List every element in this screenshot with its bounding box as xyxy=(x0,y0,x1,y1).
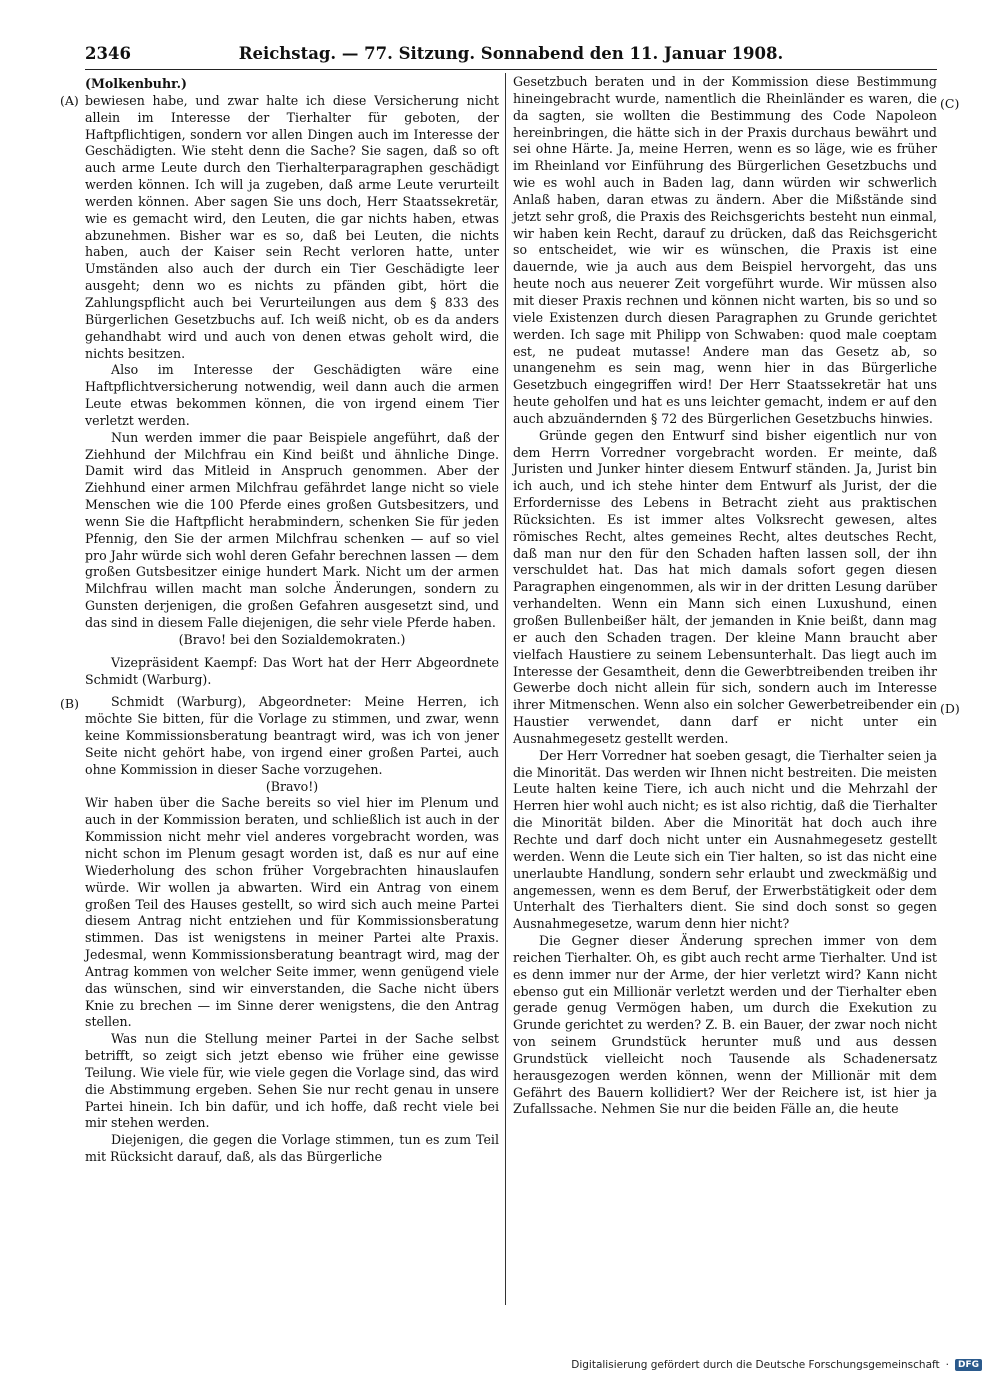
paragraph: Wir haben über die Sache bereits so viel hier im Plenum und auch in der Kommission beraten, und schließlich ist auch in der Kommission nicht mehr viel anderes vorgebracht worden, was nicht schon im Plenum gesagt worden ist, daß es nur auf eine Wiederholung des schon früher Vorgebrachten hinauslaufen würde. Wir wollen ja abwarten. Wird ein Antrag von einem großen Teil des Hauses gestellt, so wird sich auch meine Partei diesem Antrag nicht entziehen und für Kommissionsberatung stimmen. Das ist wenigstens in meiner Partei alte Praxis. Jedesmal, wenn Kommissionsberatung beantragt wird, mag der Antrag kommen von welcher Seite immer, wenn genügend viele das wünschen, sind wir einverstanden, die Sache nicht übers Knie zu brechen — im Sinne derer wenigstens, die den Antrag stellen. xyxy=(85,795,499,1030)
paragraph: Schmidt (Warburg), Abgeordneter: Meine Herren, ich möchte Sie bitten, für die Vorlage zu stimmen, und zwar, wenn keine Kommissionsberatung beantragt wird, was ich von jener Seite nicht gehört habe, von irgend einer großen Partei, auch ohne Kommission in dieser Sache vorzugehen. xyxy=(85,694,499,777)
footer: Digitalisierung gefördert durch die Deutsche Forschungsgemeinschaft · DFG xyxy=(571,1359,982,1371)
margin-marker-b: (B) xyxy=(60,696,79,711)
paragraph: Vizepräsident Kaempf: Das Wort hat der Herr Abgeordnete Schmidt (Warburg). xyxy=(85,654,499,687)
interjection: (Bravo! bei den Sozialdemokraten.) xyxy=(178,631,406,647)
page-header xyxy=(85,44,937,68)
paragraph: Nun werden immer die paar Beispiele angeführt, daß der Ziehhund der Milchfrau ein Kind beißt und ähnliche Dinge. Damit wird das Mitleid in Anspruch genommen. Aber der Ziehhund einer armen Milchfrau gefährdet lange nicht so viele Menschen wie die 100 Pferde eines großen Gutsbesitzers, und wenn Sie die Haftpflicht herabmindern, schenken Sie für jeden Pfennig, den Sie der armen Milchfrau schenken — auf so viel pro Jahr würde sich wohl deren Gefahr berechnen lassen — dem großen Gutsbesitzer einige hundert Mark. Nicht um der armen Milchfrau willen macht man solche Änderungen, sondern zu Gunsten derjenigen, die großen Gefahren ausgesetzt sind, und das sind in diesem Falle diejenigen, die sehr viele Pferde haben. xyxy=(85,429,499,630)
interjection: (Bravo!) xyxy=(265,778,319,794)
header-rule xyxy=(85,69,937,70)
paragraph: Gründe gegen den Entwurf sind bisher eigentlich nur von dem Herrn Vorredner vorgebracht worden. Er meinte, daß Juristen und Junker hinter diesem Entwurf ständen. Ja, Jurist bin ich auch, und ich stehe hinter dem Entwurf als Jurist, der die Erfordernisse des Lebens in Betracht zieht aus praktischen Rücksichten. Es ist immer altes Volksrecht gewesen, altes römisches Recht, altes gemeines Recht, altes deutsches Recht, daß man nur den für den Schaden haften lassen soll, der ihn verschuldet hat. Das hat mich damals sofort gegen diesen Paragraphen eingenommen, als wir in der dritten Lesung darüber verhandelten. Wenn ein Mann sich einen Luxushund, einen großen Bullenbeißer hält, der jemanden in Knie beißt, dann mag er auch den Schaden tragen. Der kleine Mann braucht aber vielfach Haustiere zu seinem Lebensunterhalt. Das liegt auch im Interesse der Gesamtheit, denn die Gewerbtreibenden treiben ihr Gewerbe doch nicht allein für sich, sondern auch im Interesse ihrer Mitmenschen. Wenn also ein solcher Gewerbetreibender ein Haustier verwendet, dann darf er nicht unter ein Ausnahmegesetz gestellt werden. xyxy=(513,427,937,746)
column-divider xyxy=(505,73,506,1305)
paragraph: Diejenigen, die gegen die Vorlage stimmen, tun es zum Teil mit Rücksicht darauf, daß, als das Bürgerliche xyxy=(85,1132,499,1165)
paragraph: Der Herr Vorredner hat soeben gesagt, die Tierhalter seien ja die Minorität. Das werden wir Ihnen nicht bestreiten. Die meisten Leute halten keine Tiere, ich auch nicht und die Mehrzahl der Herren hier wohl auch nicht; es ist also richtig, daß die Tierhalter die Minorität bilden. Aber die Minorität hat doch auch ihre Rechte und darf doch nicht unter ein Ausnahmegesetz gestellt werden. Wenn die Leute sich ein Tier halten, so ist das nicht eine unerlaubte Handlung, sondern sehr erlaubt und zweckmäßig und angemessen, wenn es dem Beruf, der Erwerbstätigkeit oder dem Unterhalt des Tierhalters dient. Sie sind doch sonst so gegen Ausnahmegesetze, warum denn hier nicht? xyxy=(513,747,937,932)
footer-text: Digitalisierung gefördert durch die Deutsche Forschungsgemeinschaft xyxy=(571,1359,940,1371)
paragraph: Die Gegner dieser Änderung sprechen immer von dem reichen Tierhalter. Oh, es gibt auch recht arme Tierhalter. Und ist es denn immer nur der Arme, der hier verletzt wird? Kann nicht ebenso gut ein Millionär verletzt werden und der Tierhalter eben gerade genug Vermögen haben, um durch die Exekution zu Grunde gerichtet zu werden? Z. B. ein Bauer, der zwar noch nicht von seinem Grundstück herunter muß und aus dessen Grundstück vielleicht noch Tausende als Schadenersatz herausgezogen werden können, wenn der Millionär mit dem Gefährt des Bauern kollidiert? Wer der Reichere ist, ist hier ja Zufallssache. Nehmen Sie nur die beiden Fälle an, die heute xyxy=(513,933,937,1117)
right-column xyxy=(513,74,937,1118)
margin-marker-d: (D) xyxy=(940,701,960,716)
paragraph: Gesetzbuch beraten und in der Kommission diese Bestimmung hineingebracht wurde, namentlich die Rheinländer es waren, die da sagten, sie wollten die Bestimmung des Code Napoleon hereinbringen, die hätte sich in der Praxis durchaus bewährt und sei ohne Härte. Ja, meine Herren, wenn es so läge, wie es früher im Rheinland vor Einführung des Bürgerlichen Gesetzbuchs und wie es wohl auch in Baden lag, dann würden wir schwerlich Anlaß haben, daran etwas zu ändern. Aber die Mißstände sind jetzt sehr groß, die Praxis des Reichsgerichts besteht nun einmal, wir haben kein Recht, darauf zu drücken, daß das Reichsgericht so entscheidet, wie wir es wünschen, die Praxis ist eine dauernde, wie ja auch aus dem Beispiel hervorgeht, das uns heute noch aus neuerer Zeit vorgeführt wurde. Wir müssen also mit dieser Praxis rechnen und können nicht warten, bis so und so viele Existenzen durch diesen Paragraphen zu Grunde gerichtet werden. Ich sage mit Philipp von Schwaben: quod male coeptam est, ne pudeat mutasse! Andere man das Gesetz ab, so unangenehm es sein mag, wenn hier in das Bürgerliche Gesetzbuch eingegriffen wird! Der Herr Staatssekretär hat uns heute geholfen und hat es uns leichter gemacht, indem er auf den auch abzuändernden § 72 des Bürgerlichen Gesetzbuchs hinwies. xyxy=(513,74,937,426)
margin-marker-c: (C) xyxy=(940,96,960,111)
paragraph: Was nun die Stellung meiner Partei in der Sache selbst betrifft, so zeigt sich jetzt ebenso wie früher eine gewisse Teilung. Wie viele für, wie viele gegen die Vorlage sind, das wird die Abstimmung ergeben. Sehen Sie nur recht genau in unsere Partei hinein. Ich bin dafür, und ich hoffe, daß recht viele bei mir stehen werden. xyxy=(85,1031,499,1131)
page-title: Reichstag. — 77. Sitzung. Sonnabend den 11. Januar 1908. xyxy=(238,44,784,63)
margin-marker-a: (A) xyxy=(60,93,79,108)
dfg-logo-icon: DFG xyxy=(955,1359,982,1371)
left-column xyxy=(85,74,499,1166)
page-number: 2346 xyxy=(85,44,131,63)
speaker-tag: (Molkenbuhr.) xyxy=(85,76,187,91)
paragraph: Also im Interesse der Geschädigten wäre eine Haftpflichtversicherung notwendig, weil dann auch die armen Leute etwas bekommen können, die von irgend einem Tier verletzt werden. xyxy=(85,362,499,428)
paragraph: bewiesen habe, und zwar halte ich diese Versicherung nicht allein im Interesse der Tierhalter für geboten, der Haftpflichtigen, sondern vor allen Dingen auch im Interesse der Geschädigten. Wie steht denn die Sache? Sie sagen, daß so oft auch arme Leute durch den Tierhalterparagraphen geschädigt werden können. Ich will ja zugeben, daß arme Leute verurteilt werden können. Aber sagen Sie uns doch, Herr Staatssekretär, wie es gemacht wird, den Leuten, die gar nichts haben, etwas abzunehmen. Bisher war es so, daß bei Leuten, die nichts haben, auch der Kaiser sein Recht verloren hatte, unter Umständen also auch der durch ein Tier Geschädigte leer ausgeht; denn wo es nichts zu pfänden gibt, hört die Zahlungspflicht auch bei Verurteilungen aus dem § 833 des Bürgerlichen Gesetzbuchs auf. Ich weiß nicht, ob es da anders gehandhabt wird und auch von denen etwas geholt wird, die nichts besitzen. xyxy=(85,92,499,361)
